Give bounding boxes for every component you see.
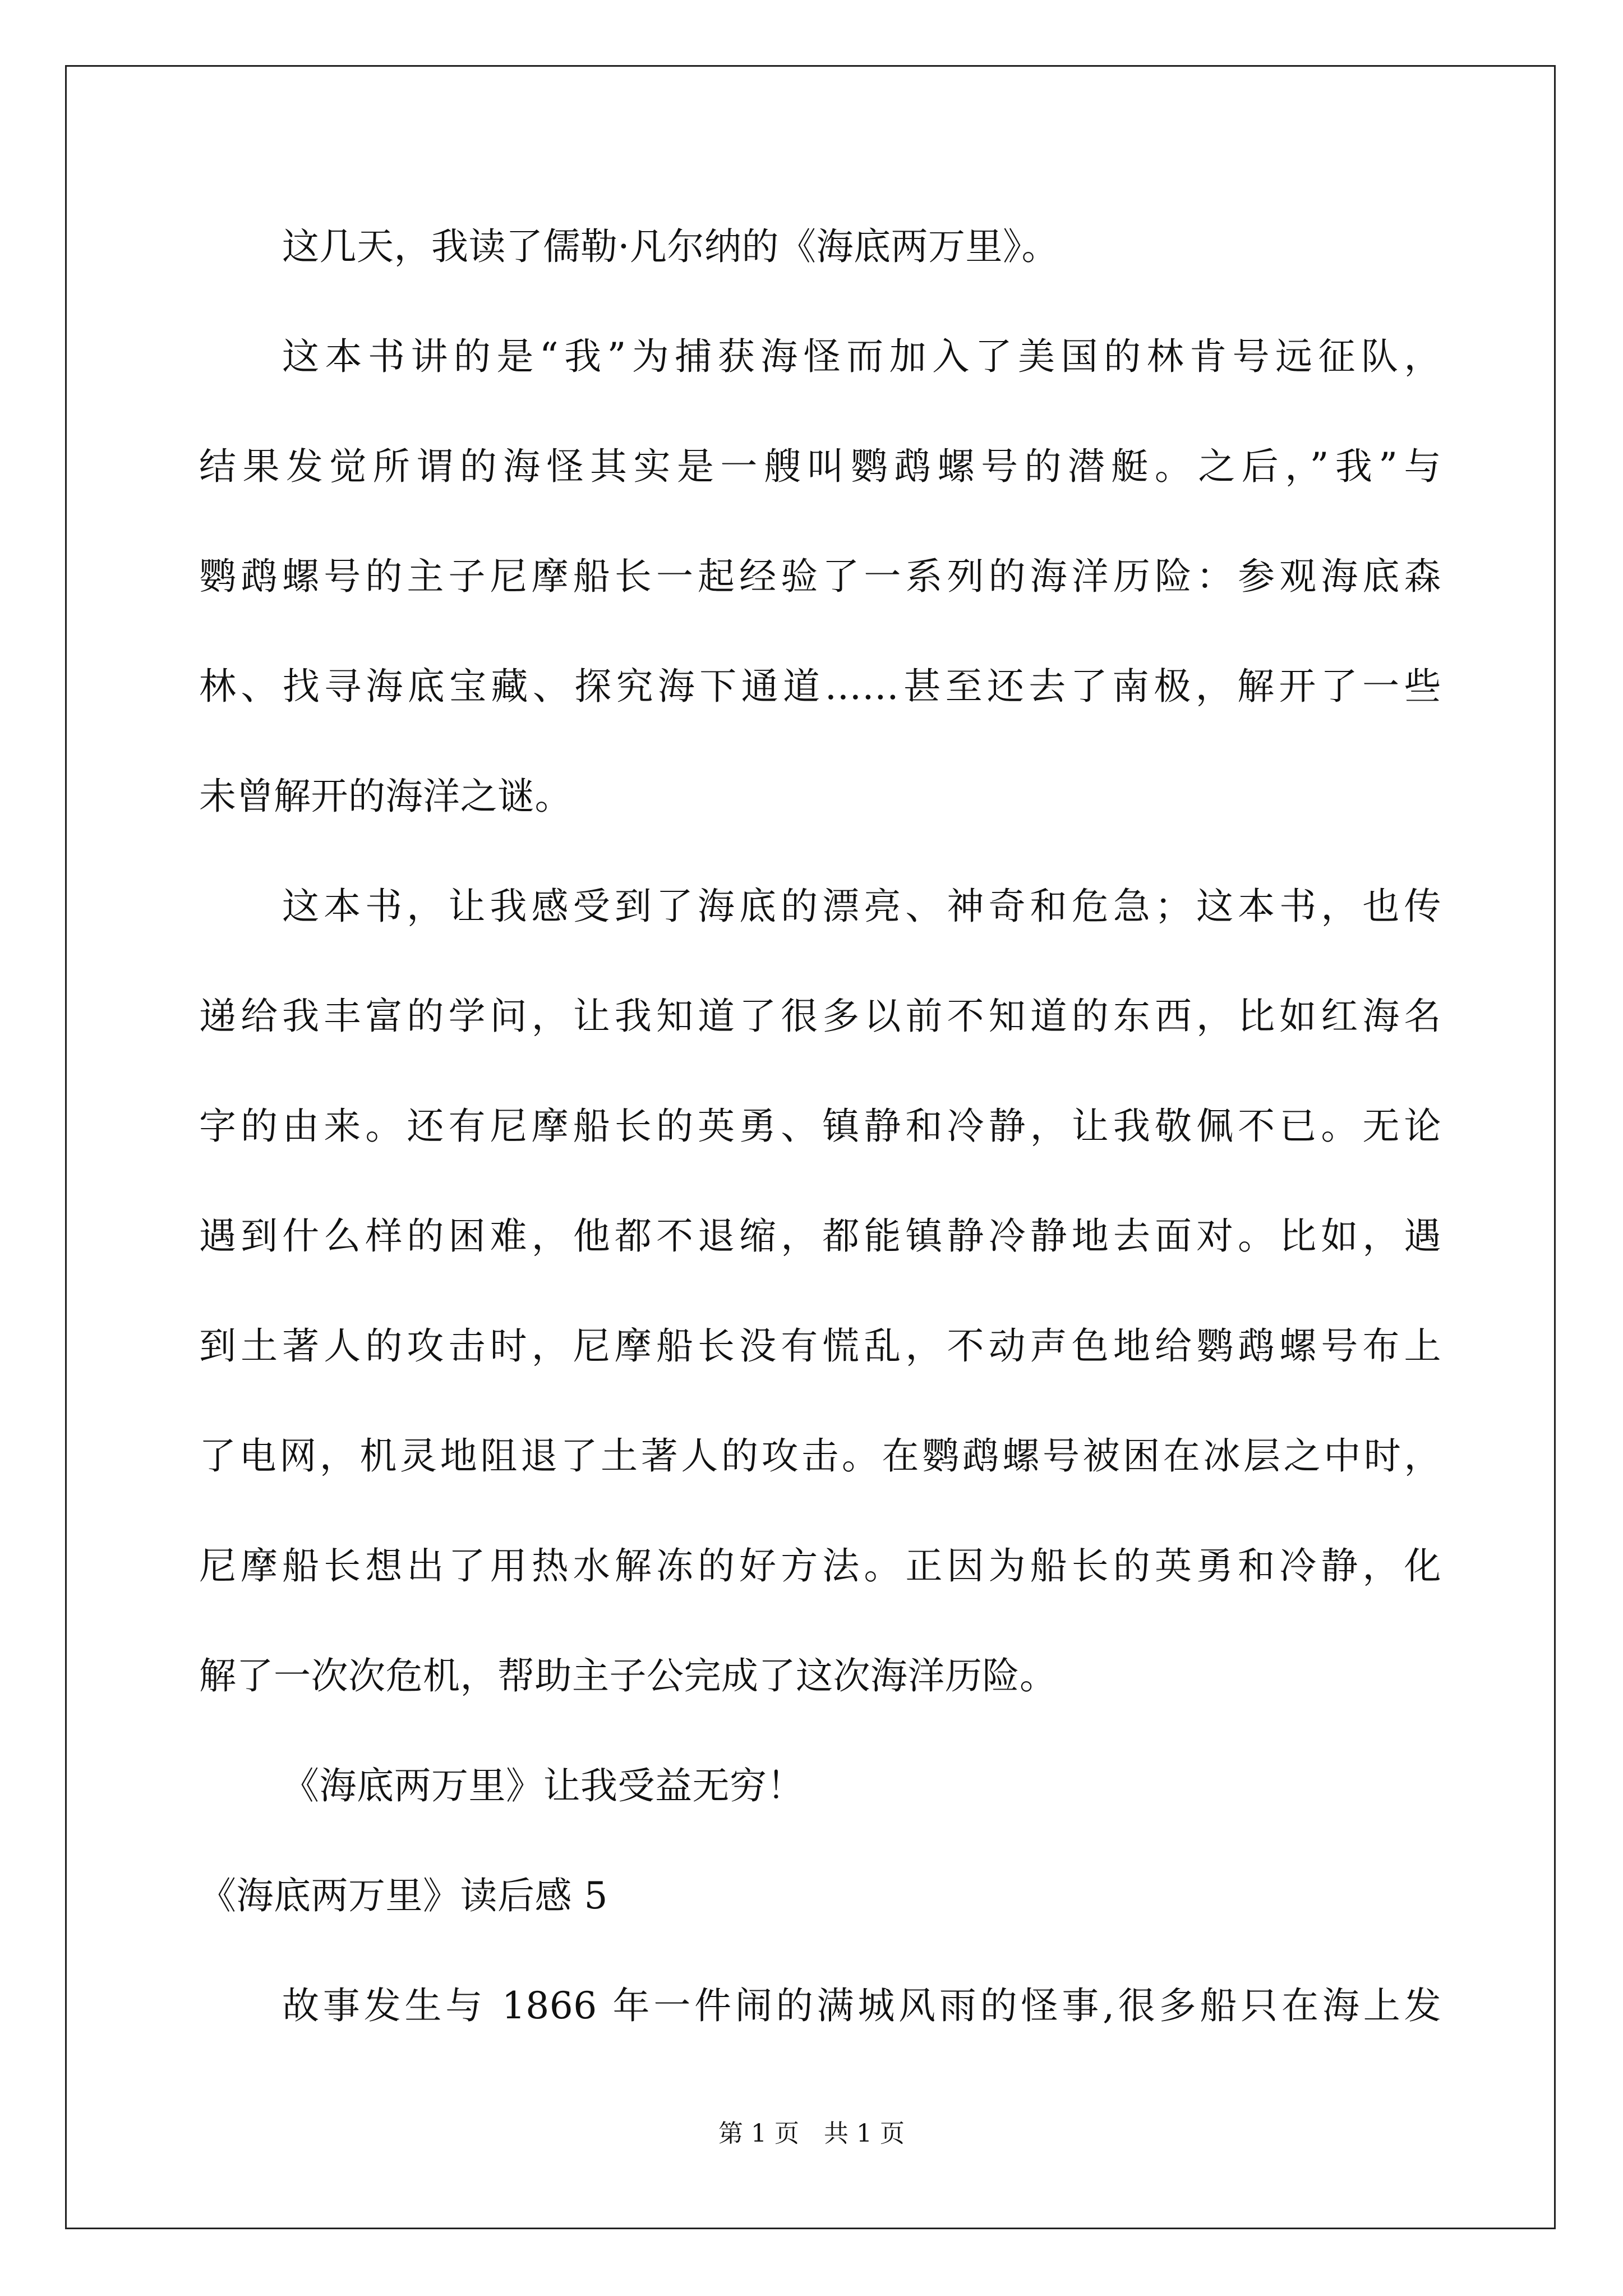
paragraph-line: 未曾解开的海洋之谜。 <box>199 775 572 818</box>
paragraph-line: 这本书讲的是“我”为捕获海怪而加入了美国的林肯号远征队， <box>282 335 1441 378</box>
paragraph-line: 这几天，我读了儒勒·凡尔纳的《海底两万里》。 <box>282 225 1059 268</box>
paragraph-line: 递给我丰富的学问，让我知道了很多以前不知道的东西，比如红海名 <box>199 995 1441 1038</box>
paragraph-line: 《海底两万里》让我受益无穷！ <box>282 1764 804 1807</box>
paragraph-line: 这本书，让我感受到了海底的漂亮、神奇和危急；这本书，也传 <box>282 885 1441 928</box>
paragraph-line: 解了一次次危机，帮助主子公完成了这次海洋历险。 <box>199 1654 1057 1697</box>
paragraph-line: 林、找寻海底宝藏、探究海下通道……甚至还去了南极，解开了一些 <box>199 665 1441 708</box>
paragraph-line: 故事发生与 1866 年一件闹的满城风雨的怪事,很多船只在海上发 <box>282 1984 1441 2027</box>
paragraph-line: 到土著人的攻击时，尼摩船长没有慌乱，不动声色地给鹦鹉螺号布上 <box>199 1324 1441 1368</box>
paragraph-line: 字的由来。还有尼摩船长的英勇、镇静和冷静，让我敬佩不已。无论 <box>199 1105 1441 1148</box>
paragraph-line: 结果发觉所谓的海怪其实是一艘叫鹦鹉螺号的潜艇。之后，”我”与 <box>199 445 1441 488</box>
page-footer: 第 1 页 共 1 页 <box>718 2119 905 2148</box>
paragraph-line: 尼摩船长想出了用热水解冻的好方法。正因为船长的英勇和冷静，化 <box>199 1544 1441 1588</box>
paragraph-line: 鹦鹉螺号的主子尼摩船长一起经验了一系列的海洋历险：参观海底森 <box>199 555 1441 598</box>
paragraph-line: 遇到什么样的困难，他都不退缩，都能镇静冷静地去面对。比如，遇 <box>199 1214 1441 1258</box>
paragraph-line: 了电网，机灵地阻退了土著人的攻击。在鹦鹉螺号被困在冰层之中时， <box>199 1434 1441 1478</box>
section-heading: 《海底两万里》读后感 5 <box>199 1874 608 1917</box>
